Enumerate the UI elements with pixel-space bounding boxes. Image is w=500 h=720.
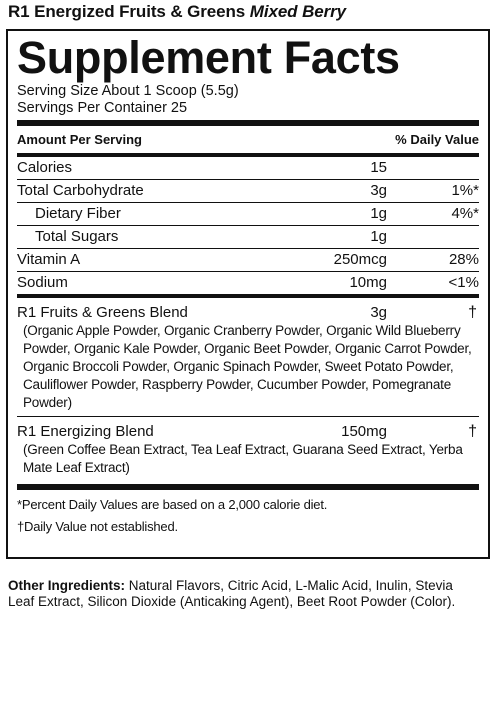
- blend-ingredients: (Green Coffee Bean Extract, Tea Leaf Extract, Guarana Seed Extract, Yerba Mate Leaf Extract): [23, 442, 463, 475]
- header-daily-value: % Daily Value: [395, 132, 479, 147]
- nutrient-dv: <1%: [448, 274, 479, 291]
- nutrient-row: [17, 157, 479, 179]
- other-ingredients-text: Natural Flavors, Citric Acid, L-Malic Acid, Inulin, Stevia Leaf Extract, Silicon Dioxide (Anticaking Agent), Beet Root Powder (Color).: [8, 578, 456, 609]
- nutrient-name: Dietary Fiber: [35, 205, 121, 222]
- nutrient-amount: 10mg: [349, 274, 387, 291]
- footnote-percent: *Percent Daily Values are based on a 2,000 calorie diet.: [17, 497, 328, 512]
- product-title: [8, 2, 346, 22]
- panel-heading: Supplement Facts: [17, 32, 400, 83]
- blend-name: R1 Energizing Blend: [17, 423, 154, 440]
- product-variant: Mixed Berry: [249, 2, 346, 21]
- blend-name: R1 Fruits & Greens Blend: [17, 304, 188, 321]
- nutrient-dv: 1%*: [451, 182, 479, 199]
- blend-section: [17, 298, 479, 416]
- footnote-dagger: †Daily Value not established.: [17, 519, 178, 534]
- nutrient-amount: 1g: [370, 228, 387, 245]
- servings-per-container: Servings Per Container 25: [17, 100, 188, 116]
- blend-ingredients: (Organic Apple Powder, Organic Cranberry Powder, Organic Wild Blueberry Powder, Organic Kale Powder, Organic Beet Powder, Organic Carrot Powder, Organic Broccoli Powder, Organic Spinach Powder, Sweet Potato Powder, Cauliflower Powder, Raspberry Powder, Cucumber Powder, Pomegranate Powder): [23, 323, 472, 410]
- serving-size: Serving Size About 1 Scoop (5.5g): [17, 83, 239, 99]
- nutrient-dv: 4%*: [451, 205, 479, 222]
- product-name: R1 Energized Fruits & Greens: [8, 2, 246, 21]
- nutrient-amount: 1g: [370, 205, 387, 222]
- nutrient-row: [17, 179, 479, 202]
- blend-amount: 3g: [370, 304, 387, 321]
- nutrient-dv: 28%: [448, 251, 479, 268]
- other-ingredients: [8, 578, 478, 609]
- nutrient-row: [17, 271, 479, 294]
- other-ingredients-label: Other Ingredients:: [8, 578, 126, 593]
- nutrient-amount: 250mcg: [333, 251, 387, 268]
- blend-amount: 150mg: [341, 423, 387, 440]
- nutrient-name: Total Sugars: [35, 228, 119, 245]
- blend-dv: †: [468, 304, 477, 321]
- column-header: [17, 126, 479, 153]
- header-amount: Amount Per Serving: [17, 132, 142, 147]
- blend-section: [17, 416, 479, 481]
- nutrient-amount: 3g: [370, 182, 387, 199]
- blend-dv: †: [468, 423, 477, 440]
- nutrient-name: Total Carbohydrate: [17, 182, 144, 199]
- nutrient-amount: 15: [370, 159, 387, 176]
- nutrient-name: Sodium: [17, 274, 68, 291]
- nutrient-name: Vitamin A: [17, 251, 81, 268]
- nutrient-row: [17, 202, 479, 225]
- nutrient-row: [17, 248, 479, 271]
- supplement-facts-panel: [6, 29, 490, 559]
- nutrient-row: [17, 225, 479, 248]
- nutrient-name: Calories: [17, 159, 73, 176]
